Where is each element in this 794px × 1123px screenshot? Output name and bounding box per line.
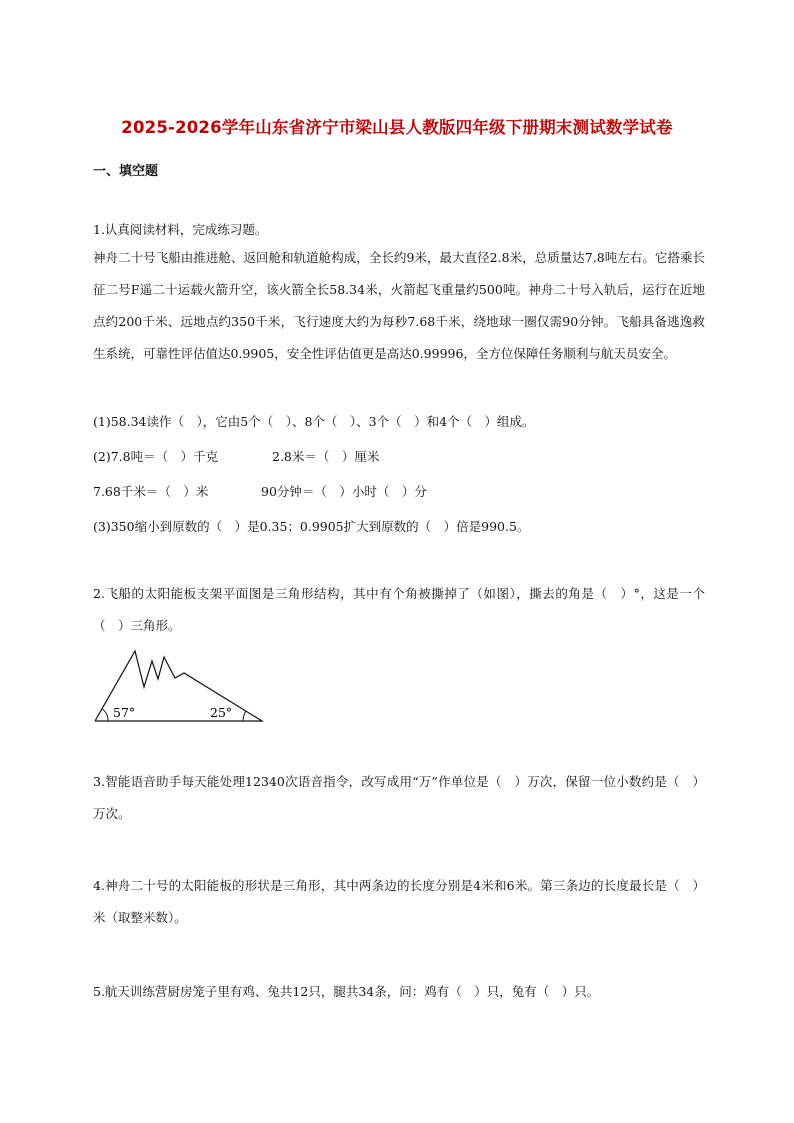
q1-material: 神舟二十号飞船由推进舱、返回舱和轨道舱构成，全长约9米，最大直径2.8米，总质量达7.8吨左右。它搭乘长征二号F遥二十运载火箭升空，该火箭全长58.34米，火箭起飞重量约500吨。神舟二十号入轨后，运行在近地点约200千米、远地点约350千米，飞行速度大约为每秒7.68千米，绕地球一圈仅需90分钟。飞船具备逃逸救生系统，可靠性评估值达0.9905，安全性评估值更是高达0.99996，全方位保障任务顺利与航天员安全。 [93, 250, 705, 361]
exam-title: 2025-2026学年山东省济宁市梁山县人教版四年级下册期末测试数学试卷 [121, 118, 673, 137]
q1-sub2-kilometers: 7.68千米＝（ ）米 [93, 484, 209, 499]
angle-left-label: 57° [113, 705, 136, 720]
q5-text: 5.航天训练营厨房笼子里有鸡、兔共12只，腿共34条，问：鸡有（ ）只，兔有（ ）只。 [93, 984, 600, 999]
angle-right-label: 25° [210, 705, 233, 720]
q1-sub2-tons: (2)7.8吨＝（ ）千克 [93, 449, 219, 464]
q4-text: 4.神舟二十号的太阳能板的形状是三角形，其中两条边的长度分别是4米和6米。第三条边的长度最长是（ ）米（取整米数）。 [93, 878, 705, 925]
q2-text: 2.飞船的太阳能板支架平面图是三角形结构，其中有个角被撕掉了（如图），撕去的角是（ ）°，这是一个（ ）三角形。 [93, 586, 705, 633]
q1-intro: 1.认真阅读材料，完成练习题。 [93, 222, 268, 237]
section-heading: 一、填空题 [93, 164, 159, 179]
left-angle-arc [102, 709, 108, 721]
right-angle-arc [243, 711, 246, 721]
q1-sub1: (1)58.34读作（ ），它由5个（ ）、8个（ ）、3个（ ）和4个（ ）组成。 [93, 414, 535, 429]
torn-triangle-figure [92, 648, 266, 726]
q1-sub3: (3)350缩小到原数的（ ）是0.35；0.9905扩大到原数的（ ）倍是990.5。 [93, 519, 530, 534]
q3-text: 3.智能语音助手每天能处理12340次语音指令，改写成用“万”作单位是（ ）万次，保留一位小数约是（ ）万次。 [93, 774, 705, 821]
q1-sub2-meters: 2.8米＝（ ）厘米 [272, 449, 380, 464]
q1-sub2-minutes: 90分钟＝（ ）小时（ ）分 [261, 484, 427, 499]
